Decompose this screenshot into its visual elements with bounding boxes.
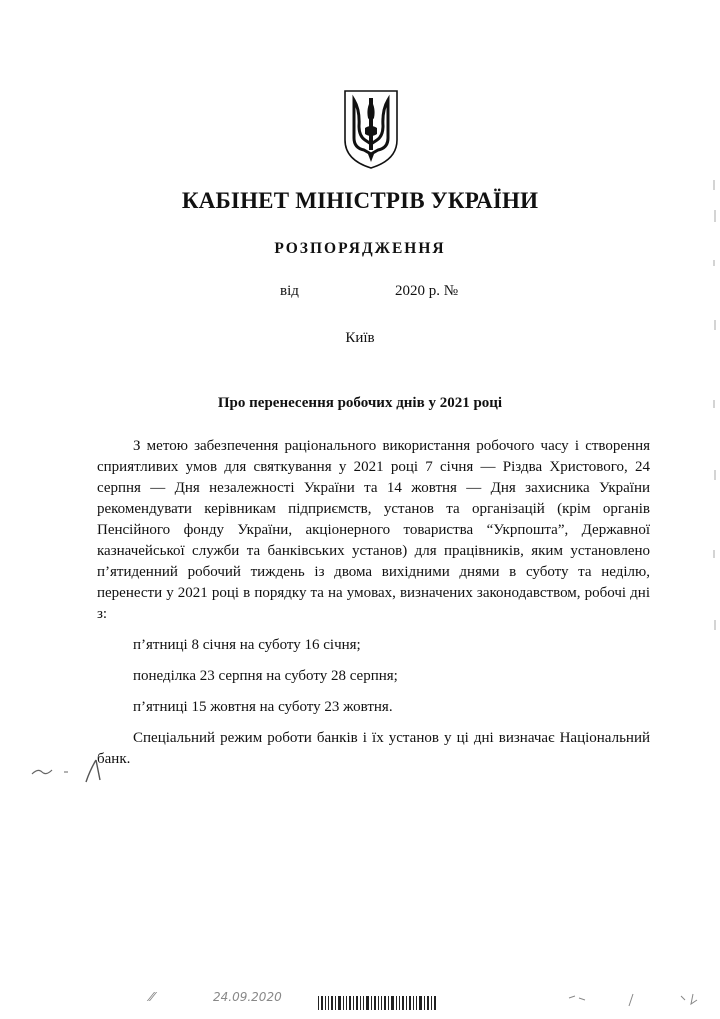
document-type: РОЗПОРЯДЖЕННЯ (274, 240, 446, 257)
list-item: п’ятниці 15 жовтня на суботу 23 жовтня. (133, 699, 393, 715)
handwritten-mark (565, 990, 705, 1010)
handwritten-stroke: ⁄⁄ (150, 990, 155, 1004)
handwritten-mark (30, 758, 110, 784)
main-paragraph: З метою забезпечення раціонального використання робочого часу і створення сприятливих умов для святкування у 2021 році 7 січня — Різдва Христового, 24 серпня — Дня незалежності України та 14 жовтня — Дня захисника України рекомендувати керівникам підприємств, установ та організацій (крім органів Пенсійного фонду України, акціонерного товариства “Укрпошта”, Державної казначейської служби та банківських установ) для працівників, яким установлено п’ятиденний робочий тиждень із двома вихідними днями в суботу та неділю, перенести у 2021 році в порядку та на умовах, визначених законодавством, робочі дні з: (97, 438, 650, 622)
scan-edge-artifact (712, 170, 718, 670)
organization-title: КАБІНЕТ МІНІСТРІВ УКРАЇНИ (181, 188, 539, 213)
date-year-number-label: 2020 р. № (395, 283, 459, 299)
date-from-label: від (280, 283, 299, 299)
document-heading: Про перенесення робочих днів у 2021 році (217, 395, 503, 411)
tryzub-coat-of-arms-icon (342, 88, 400, 170)
list-item: понеділка 23 серпня на суботу 28 серпня; (133, 668, 398, 684)
barcode-icon (318, 996, 436, 1010)
city-label: Київ (345, 330, 375, 346)
document-body (97, 436, 650, 770)
final-paragraph: Спеціальний режим роботи банків і їх установ у ці дні визначає Національний банк. (97, 730, 650, 767)
list-item: п’ятниці 8 січня на суботу 16 січня; (133, 637, 361, 653)
handwritten-date: 24.09.2020 (213, 990, 282, 1004)
